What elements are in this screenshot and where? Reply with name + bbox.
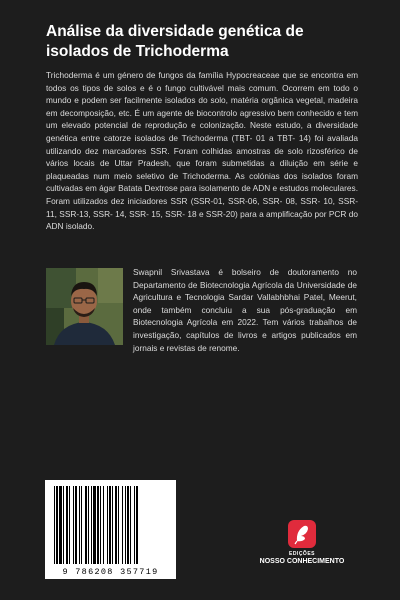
publisher-name: NOSSO CONHECIMENTO bbox=[259, 558, 345, 565]
publisher-small-label: EDIÇÕES bbox=[288, 551, 315, 557]
publisher-logo-icon bbox=[288, 520, 316, 548]
book-title: Análise da diversidade genética de isolados de Trichoderma bbox=[46, 23, 304, 60]
book-abstract: Trichoderma é um género de fungos da família Hypocreaceae que se encontra em todos os tipos de solos e é o fungo cultivável mais comum. Ocorrem em todo o mundo e podem ser facilmente isolados do solo, matéria orgânica vegetal, madeira em decomposição, etc. É um agente de biocontrolo agressivo bem conhecido e tem um elevado potencial de reprodução e colonização. Neste estudo, a diversidade genética entre catorze isolados de Trichoderma (TBT- 01 a TBT- 14) foi avaliada utilizando dez marcadores SSR. Foram colhidas amostras de solo rizosférico de vários locais de Uttar Pradesh, que foram submetidas a diluição em série e plaqueadas num meio seletivo de Trichoderma. As colónias dos isolados foram cultivadas em ágar Batata Dextrose para isolamento de ADN e estudos moleculares. Foram utilizados dez iniciadores SSR (SSR-01, SSR-06, SSR- 08, SSR- 10, SSR- 11, SSR-13, SSR- 14, SSR- 15, SSR- 18 e SSR-20) para a amplificação por PCR do ADN isolado. bbox=[46, 70, 358, 232]
publisher-block bbox=[258, 520, 346, 565]
isbn-barcode bbox=[45, 480, 176, 579]
author-bio: Swapnil Srivastava é bolseiro de doutoramento no Departamento de Biotecnologia Agrícola da Universidade de Agricultura e Tecnologia Sardar Vallabhbhai Patel, Meerut, onde também concluiu a sua pós-graduação em Biotecnologia Agrícola em 2022. Tem vários trabalhos de investigação, capítulos de livros e artigos publicados em jornais e revistas de renome. bbox=[133, 267, 357, 353]
author-photo bbox=[46, 268, 123, 345]
isbn-number: 9 786208 357719 bbox=[62, 567, 159, 577]
